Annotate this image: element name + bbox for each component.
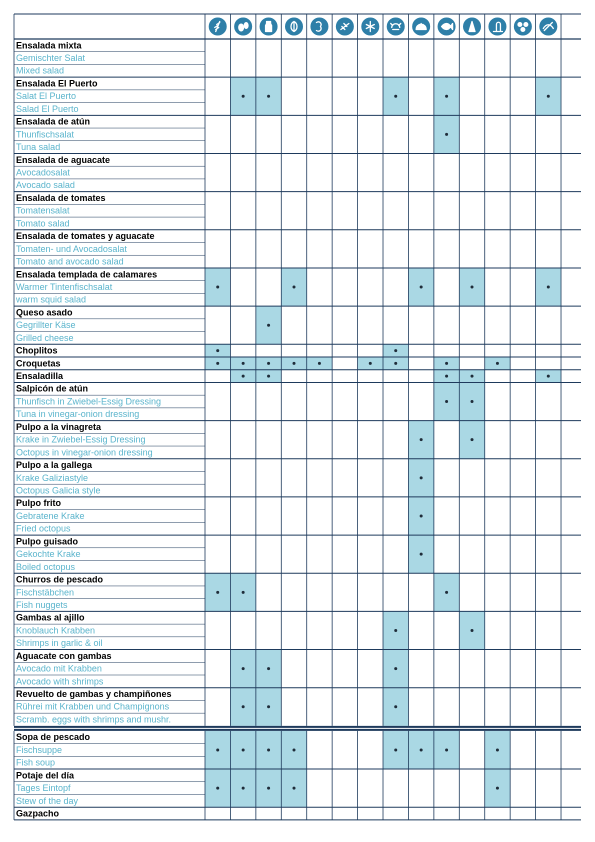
allergen-dot — [420, 553, 423, 556]
allergen-dot — [267, 705, 270, 708]
dish-name: Ensalada de tomates y aguacate — [16, 231, 155, 242]
allergen-dot — [267, 787, 270, 790]
translation-english: Fish soup — [16, 757, 56, 768]
allergen-dot — [242, 95, 245, 98]
allergen-dot — [420, 438, 423, 441]
allergen-dot — [394, 629, 397, 632]
allergen-dot — [471, 438, 474, 441]
allergen-dot — [471, 400, 474, 403]
allergen-dot — [216, 787, 219, 790]
allergen-dot — [267, 667, 270, 670]
translation-english: Grilled cheese — [16, 332, 74, 343]
translation-german: Thunfischsalat — [16, 129, 75, 140]
translation-english: Tuna in vinegar-onion dressing — [16, 409, 140, 420]
dish-name: Pulpo frito — [16, 498, 61, 509]
translation-german: Gekochte Krake — [16, 549, 81, 560]
translation-english: Tuna salad — [16, 142, 61, 153]
allergen-dot — [394, 362, 397, 365]
dish-name: Ensalada mixta — [16, 40, 82, 51]
allergen-dot — [242, 705, 245, 708]
translation-german: Tages Eintopf — [16, 783, 71, 794]
egg-icon — [234, 18, 252, 36]
allergen-dot — [445, 400, 448, 403]
sesame-icon — [463, 18, 481, 36]
translation-german: Gemischter Salat — [16, 53, 86, 64]
translation-german: Thunfisch in Zwiebel-Essig Dressing — [16, 396, 162, 407]
allergen-dot — [445, 591, 448, 594]
dish-name: Salpicón de atún — [16, 383, 89, 394]
translation-german: Gebratene Krake — [16, 510, 85, 521]
allergen-dot — [267, 95, 270, 98]
translation-german: Avocadosalat — [16, 167, 70, 178]
allergen-dot — [242, 375, 245, 378]
allergen-dot — [471, 629, 474, 632]
translation-german: Rührei mit Krabben und Champignons — [16, 701, 170, 712]
allergen-dot — [293, 748, 296, 751]
allergen-dot — [547, 286, 550, 289]
allergen-dot — [216, 286, 219, 289]
crustacean-icon — [387, 18, 405, 36]
allergen-dot — [242, 667, 245, 670]
allergen-dot — [267, 375, 270, 378]
allergen-dot — [420, 476, 423, 479]
translation-english: Tomato salad — [16, 218, 70, 229]
allergen-dot — [394, 748, 397, 751]
allergen-dot — [471, 375, 474, 378]
translation-german: Warmer Tintenfischsalat — [16, 281, 113, 292]
dish-name: Pulpo a la gallega — [16, 460, 93, 471]
allergen-dot — [420, 286, 423, 289]
translation-english: Stew of the day — [16, 795, 79, 806]
allergen-dot — [547, 95, 550, 98]
translation-german: Krake in Zwiebel-Essig Dressing — [16, 434, 146, 445]
dish-name: Croquetas — [16, 358, 61, 369]
translation-german: Knoblauch Krabben — [16, 625, 96, 636]
dish-name: Ensalada El Puerto — [16, 78, 98, 89]
translation-english: Tomato and avocado salad — [16, 256, 124, 267]
allergen-dot — [293, 787, 296, 790]
translation-english: Salad El Puerto — [16, 103, 79, 114]
translation-german: Tomaten- und Avocadosalat — [16, 243, 127, 254]
milk-icon — [260, 18, 278, 36]
dish-name: Queso asado — [16, 307, 73, 318]
translation-english: Boiled octopus — [16, 561, 76, 572]
gluten-icon — [209, 18, 227, 36]
translation-english: Avocado salad — [16, 180, 75, 191]
translation-english: Octopus in vinegar-onion dressing — [16, 447, 153, 458]
translation-english: Scramb. eggs with shrimps and mushr. — [16, 714, 172, 725]
translation-german: Krake Galiziastyle — [16, 472, 89, 483]
dish-name: Pulpo guisado — [16, 536, 78, 547]
allergen-dot — [242, 362, 245, 365]
nuts-icon — [285, 18, 303, 36]
dish-name: Sopa de pescado — [16, 732, 91, 743]
allergen-dot — [293, 362, 296, 365]
translation-english: Fish nuggets — [16, 599, 68, 610]
allergen-dot — [216, 362, 219, 365]
translation-english: Fried octopus — [16, 523, 71, 534]
allergen-dot — [394, 95, 397, 98]
allergen-dot — [496, 748, 499, 751]
translation-english: warm squid salad — [16, 294, 87, 305]
allergen-dot — [445, 133, 448, 136]
dish-name: Ensalada de aguacate — [16, 154, 111, 165]
sulphite-icon — [539, 18, 557, 36]
allergen-dot — [267, 362, 270, 365]
allergen-dot — [445, 95, 448, 98]
allergen-dot — [267, 324, 270, 327]
section-break-top — [14, 726, 581, 728]
dish-name: Ensalada templada de calamares — [16, 269, 158, 280]
dish-name: Gazpacho — [16, 808, 60, 819]
translation-english: Shrimps in garlic & oil — [16, 638, 103, 649]
mollusc-icon — [412, 18, 430, 36]
mustard-icon — [361, 18, 379, 36]
allergen-dot — [216, 748, 219, 751]
allergen-dot — [420, 515, 423, 518]
allergen-dot — [394, 667, 397, 670]
dish-name: Choplitos — [16, 345, 58, 356]
allergen-dot — [216, 349, 219, 352]
allergen-dot — [496, 787, 499, 790]
allergen-dot — [420, 748, 423, 751]
translation-english: Mixed salad — [16, 65, 65, 76]
translation-german: Gegrillter Käse — [16, 320, 76, 331]
allergen-dot — [445, 748, 448, 751]
dish-name: Ensalada de atún — [16, 116, 91, 127]
translation-german: Avocado mit Krabben — [16, 663, 102, 674]
allergen-dot — [242, 591, 245, 594]
dish-name: Revuelto de gambas y champiñones — [16, 689, 172, 700]
dish-name: Ensalada de tomates — [16, 192, 106, 203]
allergen-dot — [394, 349, 397, 352]
allergen-dot — [547, 375, 550, 378]
allergen-dot — [394, 705, 397, 708]
allergen-dot — [293, 286, 296, 289]
dish-name: Aguacate con gambas — [16, 650, 112, 661]
translation-german: Fischsuppe — [16, 744, 63, 755]
soy-icon — [488, 18, 506, 36]
allergen-dot — [471, 286, 474, 289]
allergen-dot — [445, 375, 448, 378]
translation-english: Avocado with shrimps — [16, 676, 104, 687]
allergen-dot — [369, 362, 372, 365]
allergen-dot — [496, 362, 499, 365]
peanut-icon — [310, 18, 328, 36]
dish-name: Churros de pescado — [16, 574, 104, 585]
dish-name: Gambas al ajillo — [16, 612, 85, 623]
allergen-dot — [216, 591, 219, 594]
translation-german: Tomatensalat — [16, 205, 70, 216]
lupin-icon — [514, 18, 532, 36]
allergen-dot — [242, 787, 245, 790]
allergen-dot — [445, 362, 448, 365]
translation-english: Octopus Galicia style — [16, 485, 101, 496]
translation-german: Fischstäbchen — [16, 587, 75, 598]
allergen-dot — [267, 748, 270, 751]
dish-name: Ensaladilla — [16, 371, 64, 382]
allergen-dot — [318, 362, 321, 365]
dish-name: Potaje del día — [16, 770, 75, 781]
dish-name: Pulpo a la vinagreta — [16, 421, 102, 432]
translation-german: Salat El Puerto — [16, 91, 77, 102]
section-break-bottom — [14, 729, 581, 731]
allergen-dot — [242, 748, 245, 751]
fish-icon — [438, 18, 456, 36]
celery-icon — [336, 18, 354, 36]
